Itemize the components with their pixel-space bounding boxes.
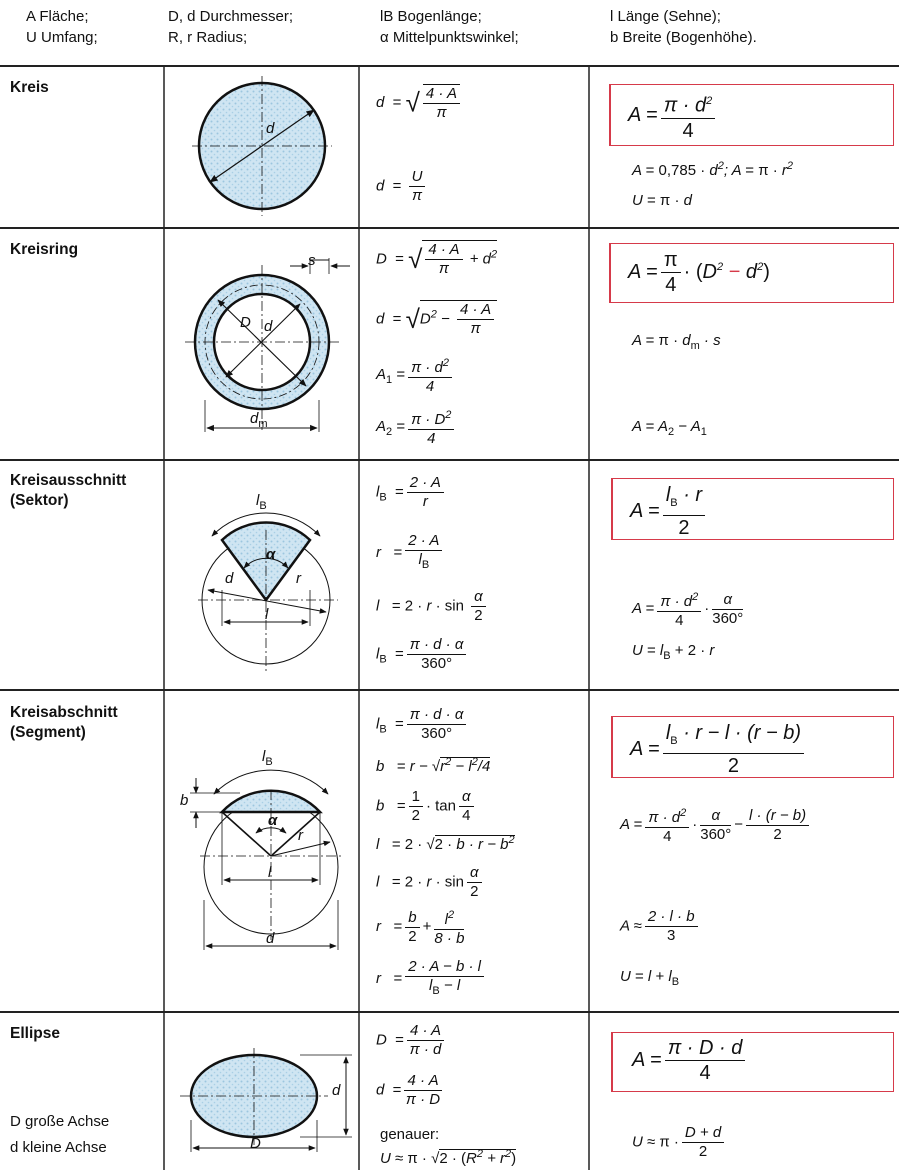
kreisring-d-label: d	[264, 318, 273, 335]
area-sektor-main: A = $\frac{l_B \cdot r}{2}$	[630, 483, 708, 540]
formula-ellipse-genauer: genauer:	[380, 1126, 440, 1143]
kreis-diagram	[192, 76, 332, 216]
formula-segment-l2: l = 2 · r · sin $\frac{\alpha}{2}$	[376, 864, 485, 901]
kreisring-s-label: s	[308, 252, 316, 269]
area-kreisring-main: A = $\frac{\pi}{4}$ · $(D^2 - d^2)$	[628, 249, 770, 296]
segment-r-label: r	[298, 827, 303, 844]
formula-kreisring-A1: $A_1$ = $\frac{\pi \cdot d^2}{4}$	[376, 354, 455, 396]
legend-lB: lB Bogenlänge;	[380, 8, 482, 25]
formula-sektor-lB: $l_B$ = $\frac{2 \cdot A}{r}$	[376, 474, 447, 511]
formula-kreisring-D: D = √ $\frac{4 \cdot A}{\pi}$ + $d^2$	[376, 241, 498, 277]
area-segment-U: $U = l + l_B$	[620, 968, 680, 988]
kreisring-D-label: D	[240, 314, 251, 331]
sektor-d-label: d	[225, 570, 234, 587]
sektor-diagram	[198, 513, 338, 672]
legend-l: l Länge (Sehne);	[610, 8, 721, 25]
formula-sektor-l: l = 2 · r · sin $\frac{\alpha}{2}$	[376, 588, 489, 625]
formula-segment-lB: $l_B$ = $\frac{\pi \cdot d \cdot \alpha}{360^\circ}$	[376, 706, 469, 743]
segment-b-label: b	[180, 792, 189, 809]
formula-segment-r1: r = $\frac{b}{2}$ + $\frac{l^2}{8 \cdot b}$	[376, 906, 467, 948]
area-ellipse-U: U ≈ π · $\frac{D + d}{2}$	[632, 1124, 727, 1161]
formula-segment-r2: r = $\frac{2 \cdot A - b \cdot l}{l_B - l}$	[376, 958, 487, 1000]
formula-ellipse-U-exact: $U \approx \pi \cdot √2 \cdot (R^2 + r^2)$	[380, 1148, 517, 1167]
formula-segment-l1: $l = 2 \cdot √2 \cdot b \cdot r - b^2$	[376, 834, 515, 853]
area-kreisring-dm: $A = \pi \cdot d_m \cdot s$	[632, 332, 721, 352]
formula-kreisring-A2: $A_2$ = $\frac{\pi \cdot D^2}{4}$	[376, 406, 457, 448]
area-kreis-U: U = π · d	[632, 192, 692, 209]
area-segment-approx: A ≈ $\frac{2 \cdot l \cdot b}{3}$	[620, 908, 701, 945]
legend-Dd: D, d Durchmesser;	[168, 8, 294, 25]
area-ellipse-main: A = $\frac{\pi \cdot D \cdot d}{4}$	[632, 1036, 748, 1085]
formula-kreisring-d: $d = √D^2$ − $\frac{4 \cdot A}{\pi}$	[376, 300, 497, 338]
segment-l-label: l	[268, 864, 272, 881]
note-D-axis: D große Achse	[10, 1113, 110, 1130]
formula-kreis-d-sqrt: d = √ $\frac{4 \cdot A}{\pi}$	[376, 84, 463, 122]
area-kreisring-diff: $A = A_2 - A_1$	[632, 418, 707, 438]
note-d-axis: d kleine Achse	[10, 1139, 107, 1156]
area-kreis-main: A = $\frac{\pi \cdot d^2}{4}$	[628, 89, 718, 143]
row-label-sektor: (Sektor)	[10, 492, 69, 509]
row-label-ellipse: Ellipse	[10, 1025, 60, 1042]
area-segment-alpha: A = $\frac{\pi \cdot d^2}{4}$ · $\frac{\alpha}{360^\circ}$ − $\frac{l \cdot (r - b)}{2}$	[620, 804, 812, 846]
formula-ellipse-d: d = $\frac{4 \cdot A}{\pi \cdot D}$	[376, 1072, 441, 1108]
row-label-kreisausschnitt: Kreisausschnitt	[10, 472, 127, 489]
kreisring-diagram	[185, 258, 350, 432]
sektor-lB-label: $l_B$	[256, 492, 267, 512]
formula-segment-b1: $b = r - √r^2 - l^2/4$	[376, 756, 491, 775]
kreis-d-label: d	[266, 120, 275, 137]
sektor-r-label: r	[296, 570, 301, 587]
legend-b: b Breite (Bogenhöhe).	[610, 29, 757, 46]
legend-Rr: R, r Radius;	[168, 29, 248, 46]
area-segment-main: A = $\frac{l_B \cdot r - l \cdot (r - b)}{2}$	[630, 721, 807, 778]
kreisring-dm-label: $d_m$	[250, 410, 268, 430]
ellipse-D-label: D	[250, 1135, 261, 1152]
row-label-segment: (Segment)	[10, 724, 86, 741]
area-sektor-U: $U = l_B + 2 \cdot r$	[632, 642, 715, 662]
row-label-kreis: Kreis	[10, 79, 49, 96]
legend-alpha: α Mittelpunktswinkel;	[380, 29, 519, 46]
row-label-kreisring: Kreisring	[10, 241, 79, 258]
sektor-alpha-label: α	[266, 546, 276, 563]
segment-lB-label: $l_B$	[262, 748, 273, 768]
row-label-kreisabschnitt: Kreisabschnitt	[10, 704, 118, 721]
formula-sektor-r: r = $\frac{2 \cdot A}{l_B}$	[376, 532, 445, 574]
sektor-l-label: l	[265, 606, 269, 623]
ellipse-d-label: d	[332, 1082, 341, 1099]
formula-ellipse-D: D = $\frac{4 \cdot A}{\pi \cdot d}$	[376, 1022, 447, 1059]
segment-diagram	[190, 770, 342, 950]
formula-sektor-lB2: $l_B$ = $\frac{\pi \cdot d \cdot \alpha}{360^\circ}$	[376, 636, 469, 673]
legend-A: A Fläche;	[26, 8, 89, 25]
area-kreis-alt: $A = 0,785 \cdot d^2$; $A = \pi \cdot r^2$	[632, 160, 794, 179]
legend-U: U Umfang;	[26, 29, 98, 46]
area-sektor-alpha: A = $\frac{\pi \cdot d^2}{4}$ · $\frac{\alpha}{360^\circ}$	[632, 588, 746, 630]
formula-kreis-d-U: d = $\frac{U}{\pi}$	[376, 168, 428, 205]
ellipse-diagram	[180, 1048, 352, 1152]
segment-d-label: d	[266, 930, 275, 947]
formula-segment-b2: b = $\frac{1}{2}$ · tan $\frac{\alpha}{4}$	[376, 788, 477, 825]
segment-alpha-label: α	[268, 812, 278, 829]
